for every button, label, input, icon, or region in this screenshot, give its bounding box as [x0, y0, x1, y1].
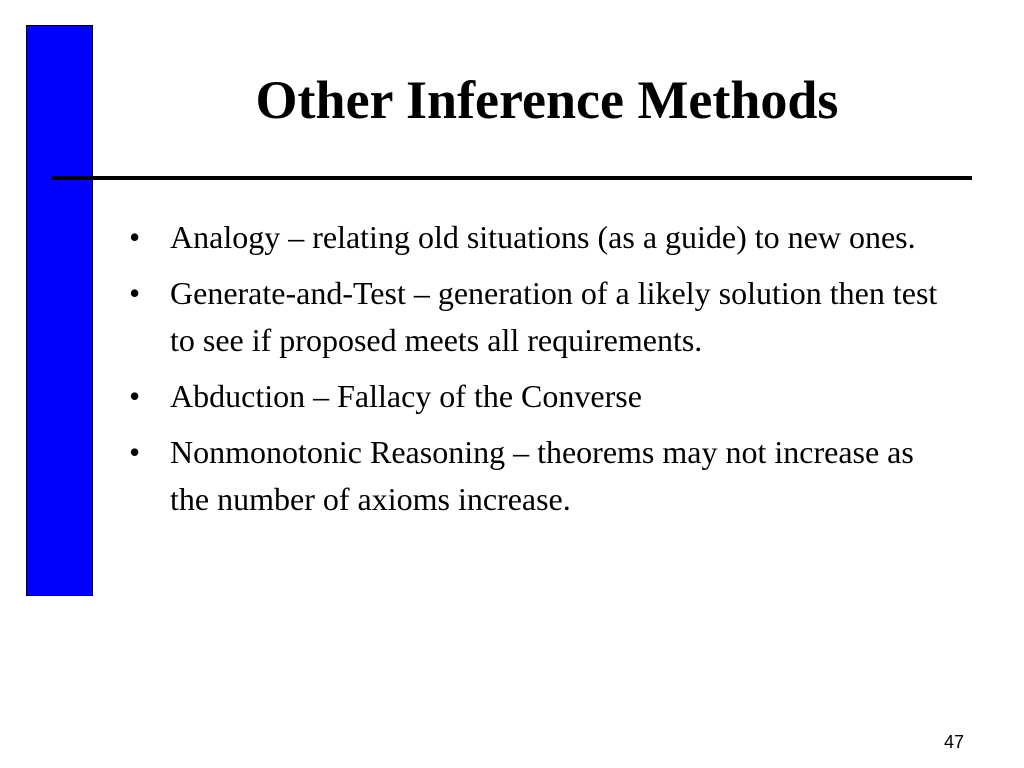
- bullet-item: [126, 429, 946, 523]
- bullet-item: [126, 270, 946, 364]
- title-rule: [52, 176, 972, 180]
- slide-title: Other Inference Methods: [255, 70, 839, 130]
- bullet-text: Abduction – Fallacy of the Converse: [170, 378, 642, 414]
- bullet-text: Generate-and-Test – generation of a likely solution then test to see if proposed meets all requirements.: [170, 275, 938, 358]
- page-number: 47: [943, 732, 964, 752]
- accent-bar: [26, 25, 93, 596]
- bullet-icon: •: [129, 275, 141, 311]
- bullet-icon: •: [129, 219, 141, 255]
- bullet-text: Analogy – relating old situations (as a guide) to new ones.: [170, 219, 916, 255]
- bullet-item: [126, 373, 946, 420]
- bullet-text: Nonmonotonic Reasoning – theorems may not increase as the number of axioms increase.: [170, 434, 914, 517]
- bullet-icon: •: [129, 378, 141, 414]
- bullet-item: [126, 214, 946, 261]
- bullet-list: [126, 214, 946, 532]
- bullet-icon: •: [129, 434, 141, 470]
